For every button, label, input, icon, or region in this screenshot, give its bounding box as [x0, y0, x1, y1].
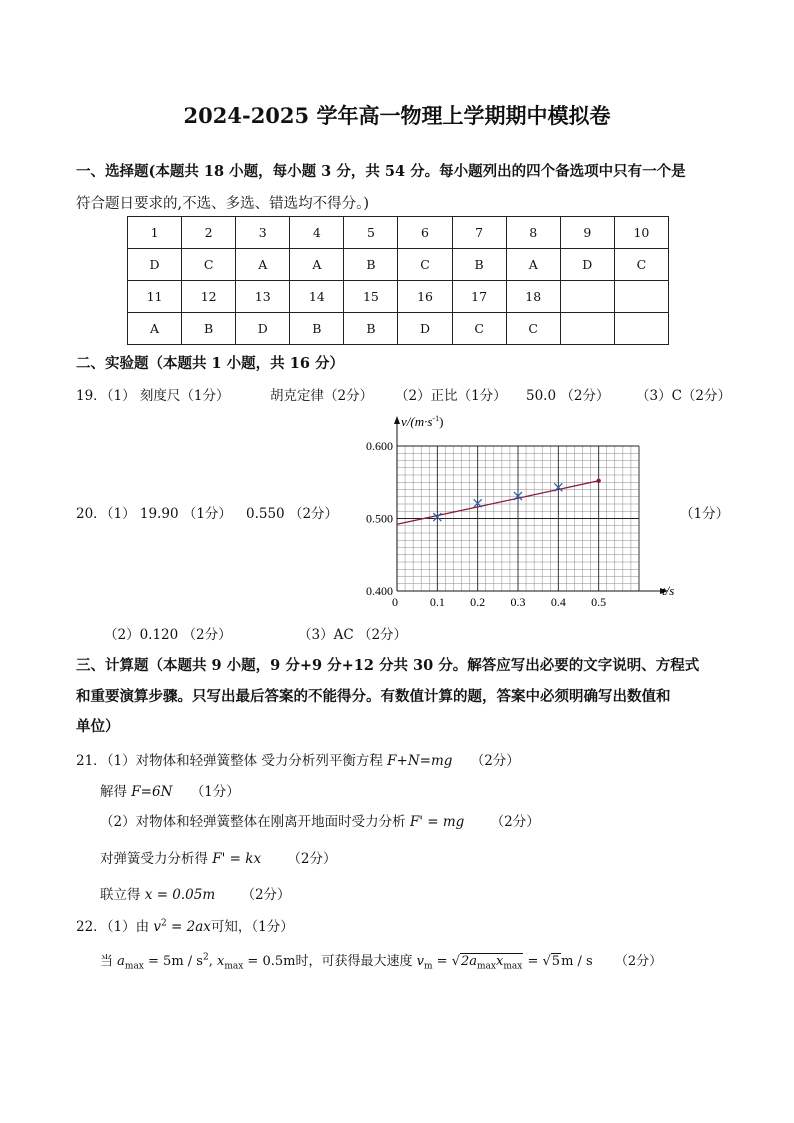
q22-line2-a: a: [117, 954, 125, 969]
q22-line2-eq3: =: [432, 954, 452, 969]
q21-line5-equation: x = 0.05m: [144, 887, 216, 903]
answer-table-cell: 3: [236, 217, 290, 249]
q22-line1-prefix: （1）由: [100, 919, 154, 935]
answer-table-cell: D: [560, 249, 614, 281]
y-axis-label: [401, 414, 443, 429]
q22-line2-x-sub: max: [224, 961, 244, 972]
q22-line2-unit: m / s: [561, 954, 593, 969]
q22-line2-comma: ,: [208, 954, 217, 969]
q19-part5: （3）C（2分）: [636, 388, 732, 404]
answer-table-cell: 7: [452, 217, 506, 249]
y-axis-label-sup: -1: [432, 414, 440, 423]
q21-line2-equation: F=6N: [131, 784, 173, 800]
q19-part3: （2）正比（1分）: [395, 388, 507, 404]
q21-line4: [100, 847, 336, 867]
answer-table-cell: 14: [290, 281, 344, 313]
q20-part4: （3）AC （2分）: [298, 627, 408, 643]
q21-line5-text: 联立得: [100, 887, 145, 903]
q21-line2: [100, 780, 240, 800]
answer-table-cell: A: [290, 249, 344, 281]
answer-table-row: [128, 217, 669, 249]
answer-table-cell: 5: [344, 217, 398, 249]
q22-line2-eq1: = 5m / s: [143, 954, 203, 969]
answer-table-cell: A: [128, 313, 182, 345]
answer-table-cell: 18: [506, 281, 560, 313]
q22-line2-a-sub: max: [124, 961, 144, 972]
answer-table-cell: [560, 281, 614, 313]
answer-table-cell: 13: [236, 281, 290, 313]
q22-line2-eq2: = 0.5m: [243, 954, 296, 969]
fit-line-end-dot: [596, 479, 600, 483]
q20-part3: （2）0.120 （2分）: [104, 627, 232, 643]
q22-line2-sup: 2: [202, 952, 209, 963]
q22-line1-eq: = 2ax: [166, 919, 211, 935]
q22-line1-suffix: 可知，（1分）: [210, 919, 294, 935]
q22-line2-sqrt2: 5: [551, 954, 561, 969]
x-axis-label: t/s: [662, 583, 675, 598]
answer-table-cell: D: [236, 313, 290, 345]
y-axis-arrow: [394, 416, 400, 424]
y-tick-labels: [366, 439, 393, 598]
q21-number: 21．: [76, 753, 107, 769]
y-axis-label-main: v/(m·s: [401, 414, 433, 429]
x-tick-label: 0.2: [470, 595, 486, 609]
q21-line5: [100, 883, 291, 903]
q21-line3-text: （2）对物体和轻弹簧整体在刚离开地面时受力分析: [100, 814, 410, 830]
q20-part1: （1） 19.90 （1分）: [100, 506, 232, 522]
answer-table-row: [128, 313, 669, 345]
q20-right-score: （1分）: [680, 506, 730, 522]
answer-table-cell: C: [506, 313, 560, 345]
y-axis-label-close: ): [439, 414, 444, 429]
q22-line2-v-sub: m: [423, 961, 433, 972]
q21-line3-equation: F' = mg: [409, 814, 465, 830]
x-tick-label: 0.5: [591, 595, 607, 609]
q22-line2-prefix: 当: [100, 954, 118, 969]
q22-line1: [100, 915, 294, 935]
answer-table-cell: B: [182, 313, 236, 345]
answer-table-row: [128, 281, 669, 313]
q21-line1-text: （1）对物体和轻弹簧整体 受力分析列平衡方程: [100, 753, 388, 769]
x-tick-labels: [392, 595, 606, 609]
answer-table-cell: 12: [182, 281, 236, 313]
x-tick-label: 0.3: [510, 595, 526, 609]
x-tick-label: 0.1: [429, 595, 445, 609]
q21-line1-score: （2分）: [470, 753, 520, 769]
section3-heading-line3: 单位）: [76, 718, 120, 735]
answer-table-cell: B: [344, 249, 398, 281]
answer-table-cell: B: [452, 249, 506, 281]
q22-line2-score: （2分）: [614, 954, 663, 969]
answer-table-cell: 1: [128, 217, 182, 249]
answer-table-cell: C: [182, 249, 236, 281]
answer-table-cell: B: [290, 313, 344, 345]
q21-line4-equation: F' = kx: [212, 851, 262, 867]
section2-heading: 二、实验题（本题共 1 小题，共 16 分）: [76, 355, 344, 372]
answer-table-cell: C: [398, 249, 452, 281]
section3-heading-line1: 三、计算题（本题共 9 小题，9 分+9 分+12 分共 30 分。解答应写出必要的文字说明、方程式: [76, 657, 700, 674]
answer-table-cell: C: [614, 249, 668, 281]
q22-line2-sqrt: [460, 953, 523, 972]
answer-table-cell: 11: [128, 281, 182, 313]
q22-line2-middle: 时，可获得最大速度: [295, 954, 417, 969]
section1-heading-line1: 一、选择题(本题共 18 小题，每小题 3 分，共 54 分。每小题列出的四个备选项中只有一个是: [76, 163, 686, 180]
q22-line2: 当 $a_{max} = 5m / s^2$, $x_{max} = 0.5m$时，可获得最大速度 $v_m = √2a_{max}x_{max} = √5m / s$ （2分）: [100, 952, 663, 972]
q21-line5-score: （2分）: [241, 887, 291, 903]
answer-table-cell: 6: [398, 217, 452, 249]
answer-table-cell: 4: [290, 217, 344, 249]
answer-table-cell: 2: [182, 217, 236, 249]
q22-line2-x: x: [216, 954, 225, 969]
answer-table-cell: 17: [452, 281, 506, 313]
x-tick-label: 0.4: [550, 595, 566, 609]
q20-number: 20．: [76, 506, 107, 522]
answer-table-cell: 16: [398, 281, 452, 313]
answer-table-cell: A: [236, 249, 290, 281]
answer-table-cell: 10: [614, 217, 668, 249]
answer-table-cell: A: [506, 249, 560, 281]
q21-line2-score: （1分）: [190, 784, 240, 800]
q21-line3-score: （2分）: [490, 814, 540, 830]
q21-line3: [100, 810, 540, 830]
y-tick-label: 0.400: [366, 584, 393, 598]
q21-line1-equation: F+N=mg: [387, 753, 453, 769]
answer-table-cell: [614, 313, 668, 345]
q22-line2-sqrt-a-sub: max: [477, 961, 496, 972]
q22-line2-sqrt-x-sub: max: [503, 961, 523, 972]
q22-line2-sqrt-x: x: [496, 954, 504, 969]
answer-table-cell: 8: [506, 217, 560, 249]
answer-table: [127, 216, 669, 345]
q19-part4: 50.0 （2分）: [526, 388, 610, 404]
answer-table-cell: 15: [344, 281, 398, 313]
answer-table-cell: [614, 281, 668, 313]
answer-table-cell: [560, 313, 614, 345]
y-tick-label: 0.500: [366, 511, 393, 526]
answer-table-cell: 9: [560, 217, 614, 249]
section3-heading-line2: 和重要演算步骤。只写出最后答案的不能得分。有数值计算的题，答案中必须明确写出数值和: [76, 688, 671, 705]
q19-number: 19．: [76, 388, 107, 404]
answer-table-row: [128, 249, 669, 281]
answer-table-cell: B: [344, 313, 398, 345]
page-title: 2024-2025 学年高一物理上学期期中模拟卷: [183, 103, 611, 128]
q21-line4-text: 对弹簧受力分析得: [100, 851, 213, 867]
q22-line2-sqrt-a: 2a: [460, 954, 478, 969]
x-tick-label: 0: [392, 595, 398, 609]
q21-line2-text: 解得: [100, 784, 132, 800]
y-tick-label: 0.600: [366, 439, 393, 453]
q22-line1-v: v: [153, 919, 162, 935]
q22-line2-eq4: =: [523, 954, 543, 969]
answer-table-cell: D: [398, 313, 452, 345]
velocity-time-chart: [350, 410, 690, 610]
answer-table-cell: D: [128, 249, 182, 281]
q22-line2-v: v: [416, 954, 424, 969]
answer-table-cell: C: [452, 313, 506, 345]
q22-line1-sup: 2: [161, 918, 167, 929]
q21-line4-score: （2分）: [287, 851, 337, 867]
q19-part2: 胡克定律（2分）: [270, 388, 374, 404]
q19-part1: （1） 刻度尺（1分）: [100, 388, 230, 404]
section1-heading-line2: 符合题日要求的,不选、多选、错选均不得分。): [76, 196, 370, 212]
q20-part2: 0.550 （2分）: [246, 506, 339, 522]
q21-line1: [100, 749, 520, 769]
q22-number: 22．: [76, 919, 107, 935]
fit-line: [397, 481, 599, 525]
